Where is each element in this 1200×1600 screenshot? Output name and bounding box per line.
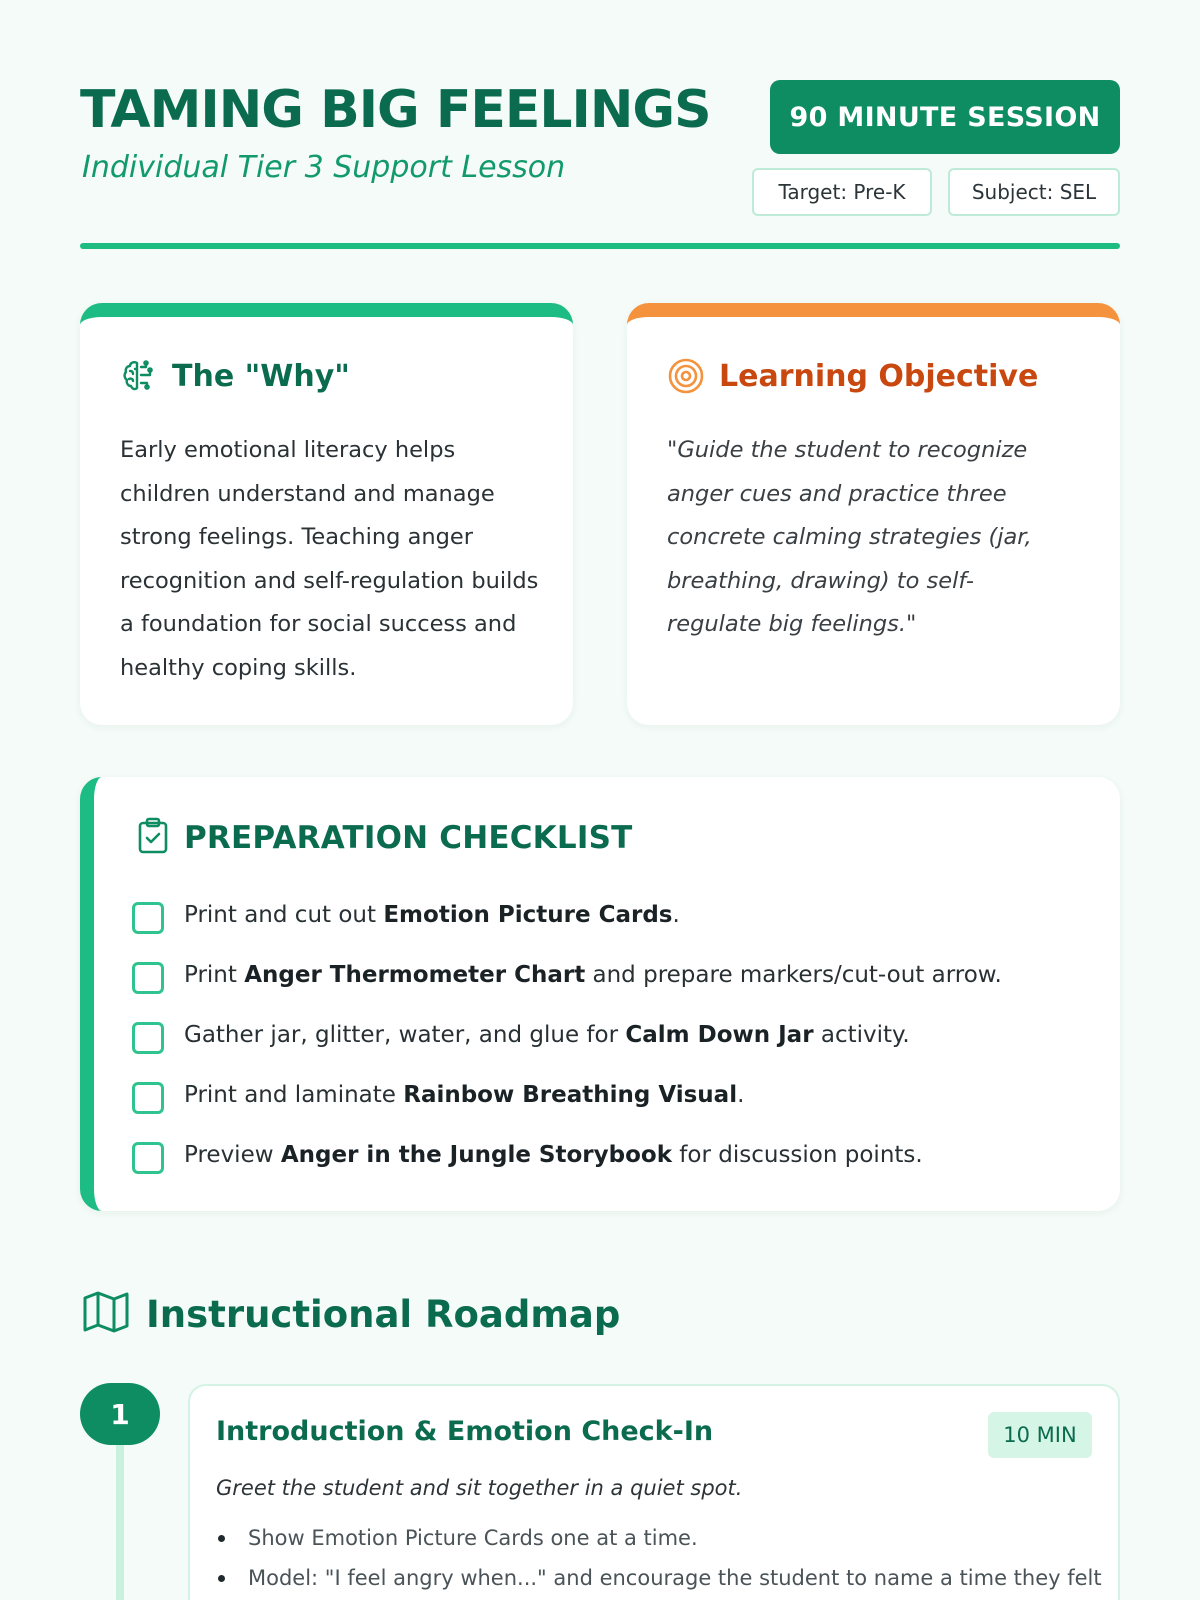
checklist-title: PREPARATION CHECKLIST xyxy=(184,820,633,856)
checklist-item-text: Preview Anger in the Jungle Storybook for discussion points. xyxy=(184,1142,923,1168)
brain-icon xyxy=(120,357,158,395)
step-title: Introduction & Emotion Check-In xyxy=(216,1416,714,1447)
checklist-item-text: Print and cut out Emotion Picture Cards. xyxy=(184,902,680,928)
step-intro: Greet the student and sit together in a quiet spot. xyxy=(216,1476,743,1500)
lesson-header xyxy=(80,0,1120,250)
checklist-checkbox[interactable] xyxy=(132,902,164,934)
target-icon xyxy=(667,357,705,395)
checklist-item[interactable] xyxy=(132,1005,1092,1065)
roadmap-step-card xyxy=(188,1384,1120,1600)
checklist-item[interactable] xyxy=(132,945,1092,1005)
why-card xyxy=(80,303,573,725)
subject-tag: Subject: SEL xyxy=(948,168,1120,216)
roadmap-title: Instructional Roadmap xyxy=(146,1292,621,1336)
checklist-checkbox[interactable] xyxy=(132,1142,164,1174)
why-card-title: The "Why" xyxy=(172,358,350,394)
checklist-item-text: Print Anger Thermometer Chart and prepare markers/cut-out arrow. xyxy=(184,962,1002,988)
roadmap-header xyxy=(82,1290,620,1338)
checklist-header xyxy=(136,817,632,859)
session-duration-badge: 90 MINUTE SESSION xyxy=(770,80,1120,154)
header-divider xyxy=(80,243,1120,249)
step-bullet: Model: "I feel angry when..." and encourage the student to name a time they felt xyxy=(216,1558,1096,1598)
checklist-items xyxy=(132,885,1092,1185)
preparation-checklist xyxy=(80,777,1120,1211)
objective-card-body: "Guide the student to recognize anger cues and practice three concrete calming strategies (jar, breathing, drawing) to self-regulate big feelings." xyxy=(667,437,1032,637)
checklist-item[interactable] xyxy=(132,1065,1092,1125)
step-bullet: Show Emotion Picture Cards one at a time. xyxy=(216,1518,1096,1558)
step-bullet-list xyxy=(216,1518,1102,1598)
objective-card xyxy=(627,303,1120,725)
checklist-item-text: Gather jar, glitter, water, and glue for Calm Down Jar activity. xyxy=(184,1022,910,1048)
intro-cards xyxy=(80,303,1120,725)
step-time-badge: 10 MIN xyxy=(988,1412,1092,1458)
page-title: TAMING BIG FEELINGS xyxy=(80,80,711,140)
step-number-badge: 1 xyxy=(80,1383,160,1445)
objective-card-title: Learning Objective xyxy=(719,358,1039,394)
map-icon xyxy=(82,1290,130,1338)
checklist-item[interactable] xyxy=(132,885,1092,945)
roadmap-timeline xyxy=(116,1420,124,1600)
checklist-checkbox[interactable] xyxy=(132,1082,164,1114)
checklist-checkbox[interactable] xyxy=(132,962,164,994)
checklist-item-text: Print and laminate Rainbow Breathing Visual. xyxy=(184,1082,745,1108)
why-card-header xyxy=(120,357,350,395)
checklist-checkbox[interactable] xyxy=(132,1022,164,1054)
clipboard-check-icon xyxy=(136,817,170,859)
why-card-body: Early emotional literacy helps children understand and manage strong feelings. Teaching anger recognition and self-regulation builds a foundation for social success and healthy coping skills. xyxy=(120,437,539,681)
target-tag: Target: Pre-K xyxy=(752,168,932,216)
checklist-item[interactable] xyxy=(132,1125,1092,1185)
objective-card-header xyxy=(667,357,1038,395)
page-subtitle: Individual Tier 3 Support Lesson xyxy=(82,150,566,185)
